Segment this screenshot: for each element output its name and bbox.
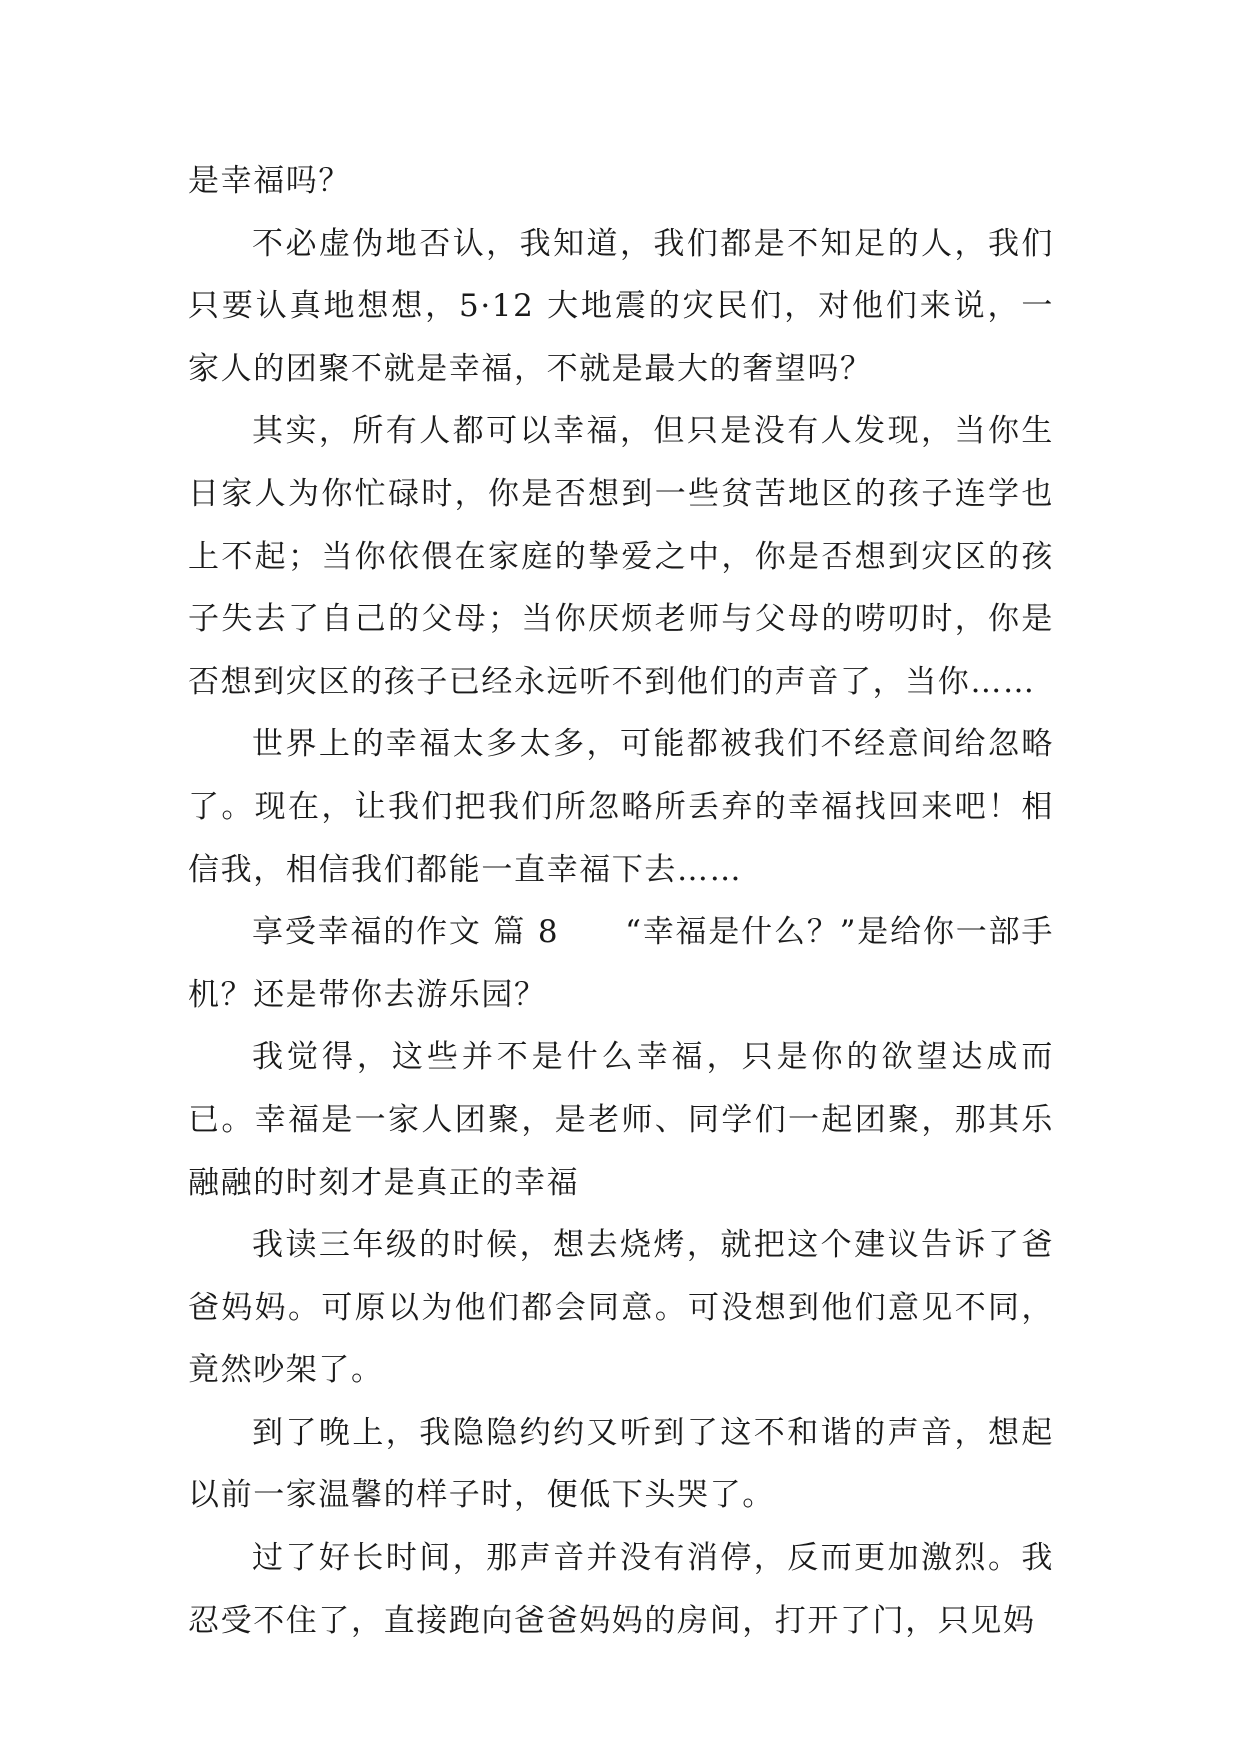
paragraph: 世界上的幸福太多太多，可能都被我们不经意间给忽略了。现在，让我们把我们所忽略所丢弃的幸福找回来吧！相信我，相信我们都能一直幸福下去……: [188, 726, 1054, 888]
paragraph: 到了晚上，我隐隐约约又听到了这不和谐的声音，想起以前一家温馨的样子时，便低下头哭了。: [188, 1414, 1054, 1514]
paragraph: 我读三年级的时候，想去烧烤，就把这个建议告诉了爸爸妈妈。可原以为他们都会同意。可没想到他们意见不同，竟然吵架了。: [188, 1227, 1054, 1389]
paragraph: 过了好长时间，那声音并没有消停，反而更加激烈。我忍受不住了，直接跑向爸爸妈妈的房间，打开了门，只见妈: [188, 1540, 1054, 1639]
paragraph: 其实，所有人都可以幸福，但只是没有人发现，当你生日家人为你忙碌时，你是否想到一些贫苦地区的孩子连学也上不起；当你依偎在家庭的挚爱之中，你是否想到灾区的孩子失去了自己的父母；当你厌烦老师与父母的唠叨时，你是否想到灾区的孩子已经永远听不到他们的声音了，当你……: [188, 413, 1054, 700]
paragraph: 不必虚伪地否认，我知道，我们都是不知足的人，我们只要认真地想想，5·12 大地震的灾民们，对他们来说，一家人的团聚不就是幸福，不就是最大的奢望吗？: [188, 225, 1054, 387]
essay-body: [188, 150, 1054, 1652]
paragraph: 我觉得，这些并不是什么幸福，只是你的欲望达成而已。幸福是一家人团聚，是老师、同学们一起团聚，那其乐融融的时刻才是真正的幸福: [188, 1039, 1054, 1201]
paragraph-continuation: 是幸福吗？: [188, 163, 351, 199]
essay-heading-paragraph: 享受幸福的作文 篇 8 “幸福是什么？”是给你一部手机？还是带你去游乐园？: [188, 914, 1054, 1013]
